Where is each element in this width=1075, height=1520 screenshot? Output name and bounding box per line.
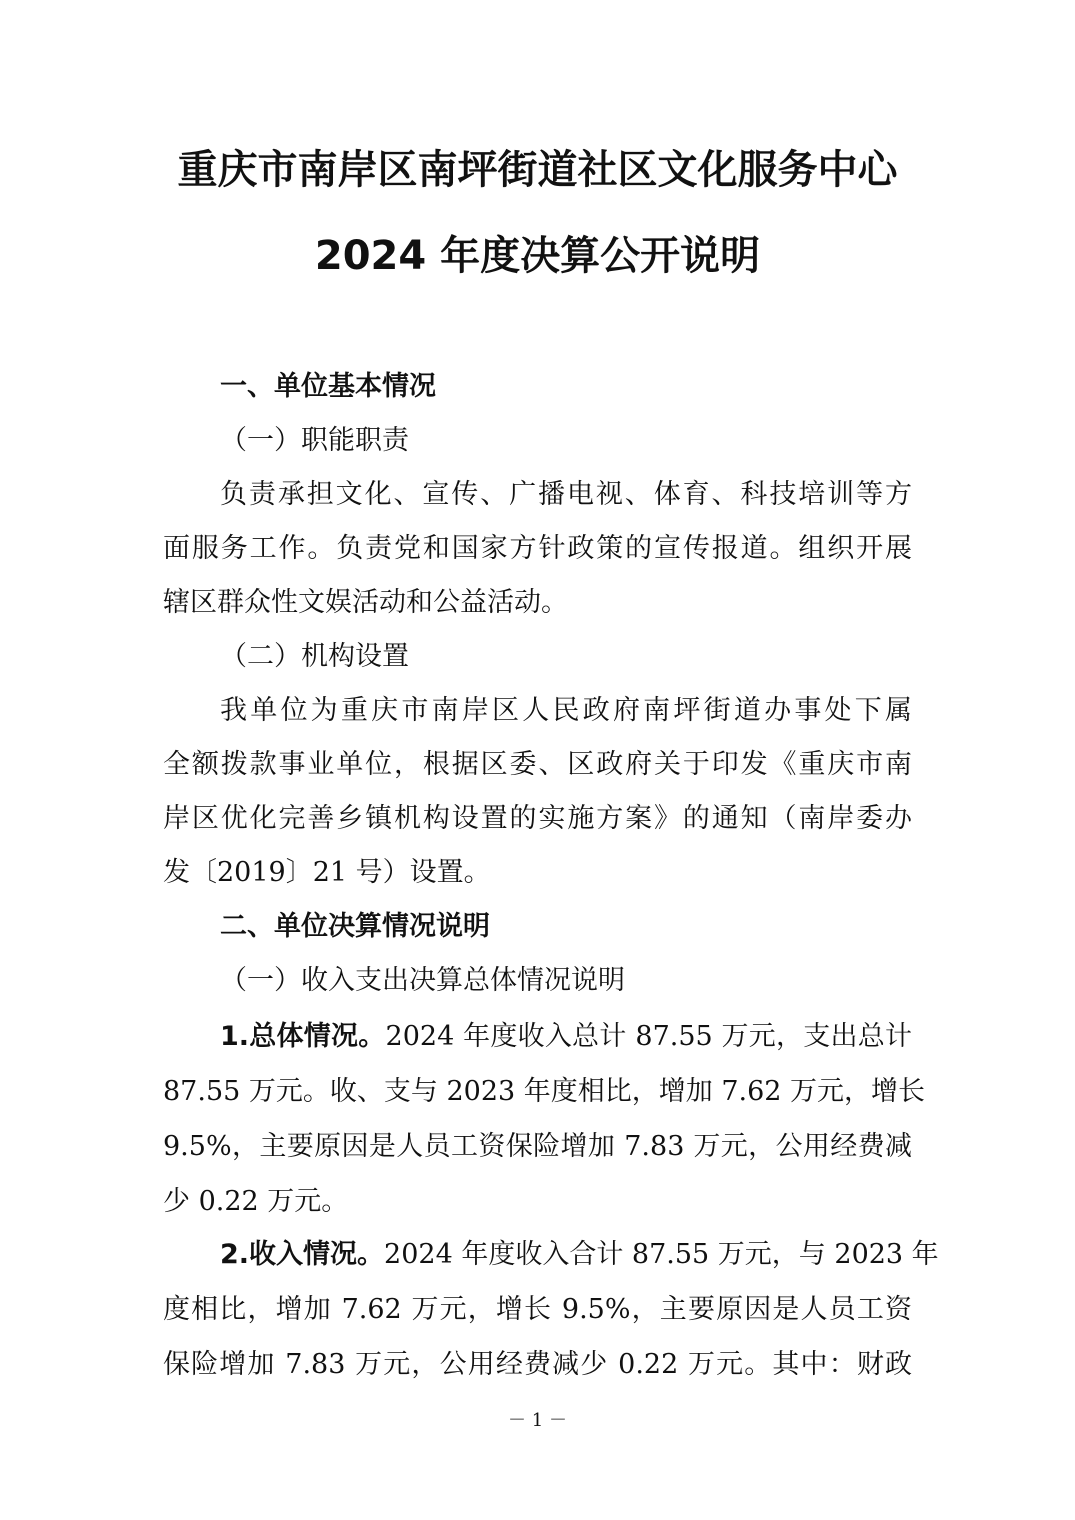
paragraph-text: 2024 年度收入总计 87.55 万元，支出总计 <box>385 1021 912 1052</box>
paragraph-line: 保险增加 7.83 万元，公用经费减少 0.22 万元。其中：财政 <box>163 1349 912 1380</box>
paragraph-line <box>220 1020 912 1054</box>
document-title-line-1: 重庆市南岸区南坪街道社区文化服务中心 <box>177 147 898 193</box>
paragraph-line: 负责承担文化、宣传、广播电视、体育、科技培训等方 <box>220 479 912 510</box>
paragraph-line: 9.5%，主要原因是人员工资保险增加 7.83 万元，公用经费减 <box>163 1131 912 1162</box>
section-1-heading: 一、单位基本情况 <box>220 371 436 402</box>
paragraph-line: 度相比，增加 7.62 万元，增长 9.5%，主要原因是人员工资 <box>163 1294 912 1325</box>
section-1-sub-2-heading: （二）机构设置 <box>220 641 409 672</box>
section-2-sub-1-heading: （一）收入支出决算总体情况说明 <box>220 965 625 996</box>
section-2-heading: 二、单位决算情况说明 <box>220 911 490 942</box>
document-title-line-2: 2024 年度决算公开说明 <box>314 233 761 279</box>
paragraph-line: 我单位为重庆市南岸区人民政府南坪街道办事处下属 <box>220 695 912 726</box>
paragraph-line: 岸区优化完善乡镇机构设置的实施方案》的通知（南岸委办 <box>163 803 912 834</box>
paragraph-line: 少 0.22 万元。 <box>163 1186 349 1217</box>
paragraph-line: 面服务工作。负责党和国家方针政策的宣传报道。组织开展 <box>163 533 912 564</box>
paragraph-line: 全额拨款事业单位，根据区委、区政府关于印发《重庆市南 <box>163 749 912 780</box>
paragraph-line: 发〔2019〕21 号）设置。 <box>163 857 491 888</box>
paragraph-line <box>220 1238 939 1272</box>
paragraph-text: 2024 年度收入合计 87.55 万元，与 2023 年 <box>384 1239 939 1270</box>
paragraph-line: 87.55 万元。收、支与 2023 年度相比，增加 7.62 万元，增长 <box>163 1076 926 1107</box>
paragraph-lead: 2.收入情况。 <box>220 1239 385 1270</box>
section-1-sub-1-heading: （一）职能职责 <box>220 425 409 456</box>
page-number: － 1 － <box>508 1410 567 1431</box>
paragraph-line: 辖区群众性文娱活动和公益活动。 <box>163 587 568 618</box>
paragraph-lead: 1.总体情况。 <box>220 1021 386 1052</box>
